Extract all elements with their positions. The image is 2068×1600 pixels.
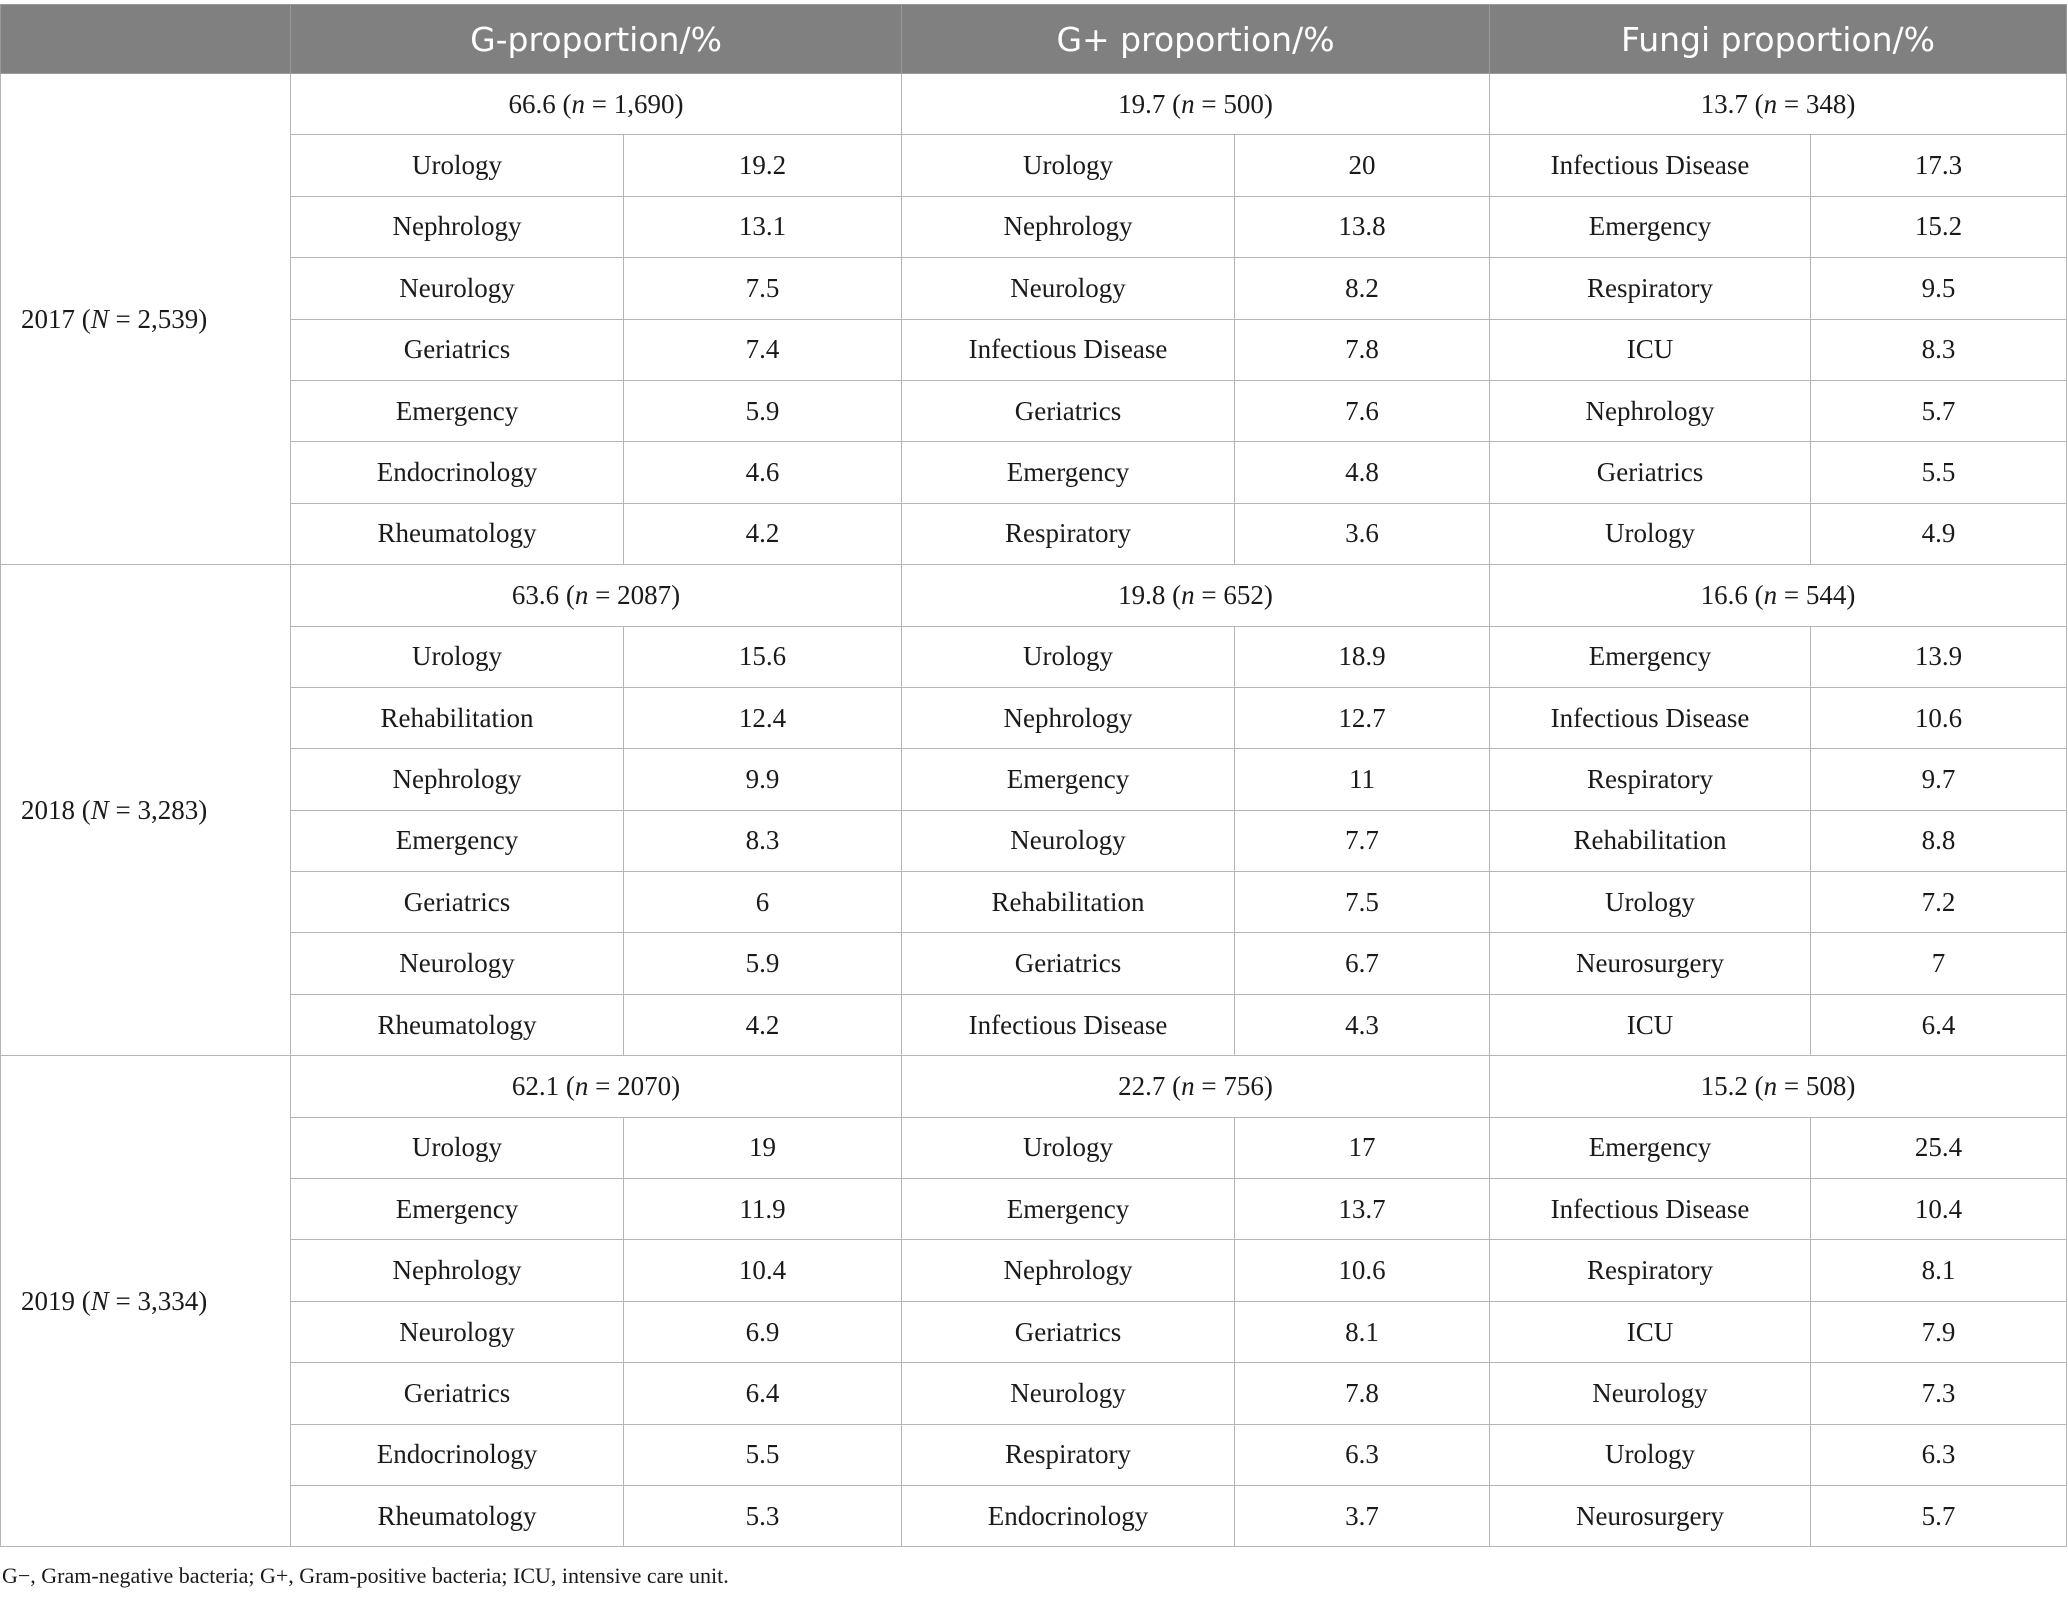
- percent-cell: 25.4: [1811, 1117, 2067, 1178]
- group-count: 2087: [617, 579, 672, 610]
- percent-cell: 17: [1235, 1117, 1490, 1178]
- department-cell: Emergency: [902, 749, 1235, 810]
- department-cell: Neurosurgery: [1490, 933, 1811, 994]
- group-count: 508: [1805, 1070, 1847, 1101]
- department-cell: ICU: [1490, 319, 1811, 380]
- percent-cell: 10.6: [1811, 687, 2067, 748]
- department-cell: Infectious Disease: [1490, 687, 1811, 748]
- department-cell: Nephrology: [902, 196, 1235, 257]
- percent-cell: 6.9: [624, 1301, 902, 1362]
- department-cell: Neurology: [902, 810, 1235, 871]
- table-row: [1, 503, 2067, 564]
- percent-cell: 8.1: [1235, 1301, 1490, 1362]
- percent-cell: 7.6: [1235, 380, 1490, 441]
- percent-cell: 4.6: [624, 442, 902, 503]
- percent-cell: 11.9: [624, 1179, 902, 1240]
- percent-cell: 8.8: [1811, 810, 2067, 871]
- group-total-cell: 13.7 (n = 348): [1490, 74, 2067, 135]
- percent-cell: 7.5: [624, 258, 902, 319]
- header-fungi: Fungi proportion/%: [1490, 5, 2067, 74]
- percent-cell: 5.7: [1811, 380, 2067, 441]
- group-percent: 16.6: [1700, 579, 1748, 610]
- group-total-cell: 19.8 (n = 652): [902, 565, 1490, 626]
- table-footnote: G−, Gram-negative bacteria; G+, Gram-positive bacteria; ICU, intensive care unit.: [2, 1563, 729, 1588]
- department-cell: Urology: [902, 626, 1235, 687]
- group-count: 500: [1223, 88, 1264, 119]
- department-cell: Urology: [1490, 872, 1811, 933]
- percent-cell: 9.7: [1811, 749, 2067, 810]
- department-cell: Rheumatology: [291, 1485, 624, 1546]
- department-cell: Nephrology: [291, 749, 624, 810]
- percent-cell: 8.2: [1235, 258, 1490, 319]
- department-cell: Emergency: [1490, 1117, 1811, 1178]
- percent-cell: 4.8: [1235, 442, 1490, 503]
- group-percent: 62.1: [511, 1070, 560, 1101]
- year-value: 2019: [21, 1285, 75, 1316]
- department-cell: Neurology: [902, 258, 1235, 319]
- department-cell: Infectious Disease: [1490, 1179, 1811, 1240]
- group-percent: 19.8: [1118, 579, 1166, 610]
- group-total-cell: 66.6 (n = 1,690): [291, 74, 902, 135]
- percent-cell: 6: [624, 872, 902, 933]
- year-label-cell: 2017 (N = 2,539): [1, 74, 291, 565]
- group-total-cell: 19.7 (n = 500): [902, 74, 1490, 135]
- percent-cell: 9.5: [1811, 258, 2067, 319]
- percent-cell: 4.3: [1235, 994, 1490, 1055]
- group-total-cell: 22.7 (n = 756): [902, 1056, 1490, 1117]
- percent-cell: 7.7: [1235, 810, 1490, 871]
- table-row: [1, 442, 2067, 503]
- department-cell: Nephrology: [291, 1240, 624, 1301]
- percent-cell: 5.5: [624, 1424, 902, 1485]
- percent-cell: 6.4: [1811, 994, 2067, 1055]
- department-cell: Neurology: [291, 1301, 624, 1362]
- group-count: 652: [1223, 579, 1264, 610]
- percent-cell: 13.7: [1235, 1179, 1490, 1240]
- year-totals-row: [1, 1056, 2067, 1117]
- department-cell: Geriatrics: [902, 380, 1235, 441]
- percent-cell: 4.9: [1811, 503, 2067, 564]
- department-cell: Urology: [1490, 503, 1811, 564]
- department-cell: Urology: [902, 135, 1235, 196]
- department-cell: Emergency: [291, 380, 624, 441]
- percent-cell: 10.4: [624, 1240, 902, 1301]
- department-cell: Urology: [1490, 1424, 1811, 1485]
- percent-cell: 4.2: [624, 994, 902, 1055]
- table-row: [1, 1179, 2067, 1240]
- table-row: [1, 687, 2067, 748]
- group-percent: 13.7: [1700, 88, 1748, 119]
- table-row: [1, 319, 2067, 380]
- percent-cell: 17.3: [1811, 135, 2067, 196]
- percent-cell: 12.4: [624, 687, 902, 748]
- percent-cell: 4.2: [624, 503, 902, 564]
- department-cell: Rheumatology: [291, 503, 624, 564]
- group-count: 2070: [617, 1070, 672, 1101]
- header-corner: [1, 5, 291, 74]
- department-cell: Nephrology: [1490, 380, 1811, 441]
- table-row: [1, 380, 2067, 441]
- percent-cell: 15.2: [1811, 196, 2067, 257]
- percent-cell: 7.9: [1811, 1301, 2067, 1362]
- department-cell: Respiratory: [1490, 258, 1811, 319]
- table-row: [1, 626, 2067, 687]
- department-cell: Rehabilitation: [1490, 810, 1811, 871]
- year-totals-row: [1, 74, 2067, 135]
- table-row: [1, 1240, 2067, 1301]
- percent-cell: 8.3: [624, 810, 902, 871]
- department-cell: Emergency: [291, 810, 624, 871]
- percent-cell: 7: [1811, 933, 2067, 994]
- department-cell: ICU: [1490, 994, 1811, 1055]
- header-g-positive: G+ proportion/%: [902, 5, 1490, 74]
- department-cell: Neurology: [291, 933, 624, 994]
- percent-cell: 5.9: [624, 933, 902, 994]
- department-cell: Endocrinology: [291, 1424, 624, 1485]
- group-percent: 63.6: [511, 579, 560, 610]
- table-row: [1, 872, 2067, 933]
- department-cell: Neurology: [291, 258, 624, 319]
- department-cell: Respiratory: [902, 1424, 1235, 1485]
- percent-cell: 18.9: [1235, 626, 1490, 687]
- group-percent: 15.2: [1700, 1070, 1748, 1101]
- department-cell: Neurology: [902, 1363, 1235, 1424]
- group-total-cell: 62.1 (n = 2070): [291, 1056, 902, 1117]
- department-cell: Urology: [902, 1117, 1235, 1178]
- department-cell: Geriatrics: [902, 1301, 1235, 1362]
- year-total-N: 3,283: [137, 794, 199, 825]
- department-cell: Neurology: [1490, 1363, 1811, 1424]
- percent-cell: 11: [1235, 749, 1490, 810]
- department-cell: Urology: [291, 1117, 624, 1178]
- group-percent: 22.7: [1118, 1070, 1166, 1101]
- department-cell: Emergency: [902, 442, 1235, 503]
- table-row: [1, 196, 2067, 257]
- group-total-cell: 16.6 (n = 544): [1490, 565, 2067, 626]
- percent-cell: 9.9: [624, 749, 902, 810]
- percent-cell: 7.5: [1235, 872, 1490, 933]
- percent-cell: 5.5: [1811, 442, 2067, 503]
- table-row: [1, 1424, 2067, 1485]
- department-cell: Geriatrics: [291, 1363, 624, 1424]
- percent-cell: 3.7: [1235, 1485, 1490, 1546]
- percent-cell: 6.3: [1235, 1424, 1490, 1485]
- group-total-cell: 15.2 (n = 508): [1490, 1056, 2067, 1117]
- department-cell: Infectious Disease: [902, 319, 1235, 380]
- table-row: [1, 135, 2067, 196]
- header-row: [1, 5, 2067, 74]
- year-label-cell: 2019 (N = 3,334): [1, 1056, 291, 1547]
- percent-cell: 13.8: [1235, 196, 1490, 257]
- table-row: [1, 1301, 2067, 1362]
- year-total-N: 3,334: [137, 1285, 199, 1316]
- year-totals-row: [1, 565, 2067, 626]
- department-cell: Nephrology: [291, 196, 624, 257]
- percent-cell: 19.2: [624, 135, 902, 196]
- table-row: [1, 810, 2067, 871]
- percent-cell: 7.3: [1811, 1363, 2067, 1424]
- department-cell: Respiratory: [1490, 1240, 1811, 1301]
- group-total-cell: 63.6 (n = 2087): [291, 565, 902, 626]
- table-container: [0, 4, 2066, 1547]
- department-cell: Nephrology: [902, 687, 1235, 748]
- table-row: [1, 1117, 2067, 1178]
- group-count: 544: [1805, 579, 1847, 610]
- department-cell: Endocrinology: [902, 1485, 1235, 1546]
- department-cell: Geriatrics: [291, 872, 624, 933]
- percent-cell: 3.6: [1235, 503, 1490, 564]
- group-count: 756: [1223, 1070, 1264, 1101]
- percent-cell: 13.9: [1811, 626, 2067, 687]
- group-percent: 66.6: [508, 88, 556, 119]
- table-row: [1, 1363, 2067, 1424]
- percent-cell: 7.8: [1235, 1363, 1490, 1424]
- department-cell: Rehabilitation: [902, 872, 1235, 933]
- department-cell: Nephrology: [902, 1240, 1235, 1301]
- group-percent: 19.7: [1118, 88, 1166, 119]
- department-cell: Infectious Disease: [1490, 135, 1811, 196]
- department-cell: Infectious Disease: [902, 994, 1235, 1055]
- percent-cell: 6.7: [1235, 933, 1490, 994]
- percent-cell: 5.9: [624, 380, 902, 441]
- department-cell: Neurosurgery: [1490, 1485, 1811, 1546]
- year-value: 2017: [21, 303, 75, 334]
- table-row: [1, 749, 2067, 810]
- year-value: 2018: [21, 794, 75, 825]
- percent-cell: 10.6: [1235, 1240, 1490, 1301]
- department-cell: Rheumatology: [291, 994, 624, 1055]
- group-count: 348: [1805, 88, 1847, 119]
- percent-cell: 15.6: [624, 626, 902, 687]
- year-label-cell: 2018 (N = 3,283): [1, 565, 291, 1056]
- percent-cell: 6.4: [624, 1363, 902, 1424]
- department-cell: Emergency: [1490, 626, 1811, 687]
- department-cell: Geriatrics: [1490, 442, 1811, 503]
- department-cell: Geriatrics: [902, 933, 1235, 994]
- table-row: [1, 1485, 2067, 1546]
- department-cell: Urology: [291, 135, 624, 196]
- percent-cell: 7.2: [1811, 872, 2067, 933]
- group-count: 1,690: [613, 88, 675, 119]
- percent-cell: 6.3: [1811, 1424, 2067, 1485]
- percent-cell: 19: [624, 1117, 902, 1178]
- header-g-negative: G-proportion/%: [291, 5, 902, 74]
- department-cell: Respiratory: [902, 503, 1235, 564]
- department-cell: Rehabilitation: [291, 687, 624, 748]
- percent-cell: 7.8: [1235, 319, 1490, 380]
- percent-cell: 8.1: [1811, 1240, 2067, 1301]
- department-cell: Respiratory: [1490, 749, 1811, 810]
- department-cell: Emergency: [902, 1179, 1235, 1240]
- department-cell: Endocrinology: [291, 442, 624, 503]
- percent-cell: 20: [1235, 135, 1490, 196]
- table-row: [1, 994, 2067, 1055]
- percent-cell: 8.3: [1811, 319, 2067, 380]
- percent-cell: 13.1: [624, 196, 902, 257]
- year-total-N: 2,539: [137, 303, 199, 334]
- percent-cell: 12.7: [1235, 687, 1490, 748]
- proportion-table: [0, 4, 2067, 1547]
- percent-cell: 10.4: [1811, 1179, 2067, 1240]
- department-cell: Urology: [291, 626, 624, 687]
- department-cell: ICU: [1490, 1301, 1811, 1362]
- department-cell: Emergency: [1490, 196, 1811, 257]
- department-cell: Geriatrics: [291, 319, 624, 380]
- percent-cell: 5.7: [1811, 1485, 2067, 1546]
- department-cell: Emergency: [291, 1179, 624, 1240]
- table-row: [1, 258, 2067, 319]
- table-row: [1, 933, 2067, 994]
- percent-cell: 7.4: [624, 319, 902, 380]
- percent-cell: 5.3: [624, 1485, 902, 1546]
